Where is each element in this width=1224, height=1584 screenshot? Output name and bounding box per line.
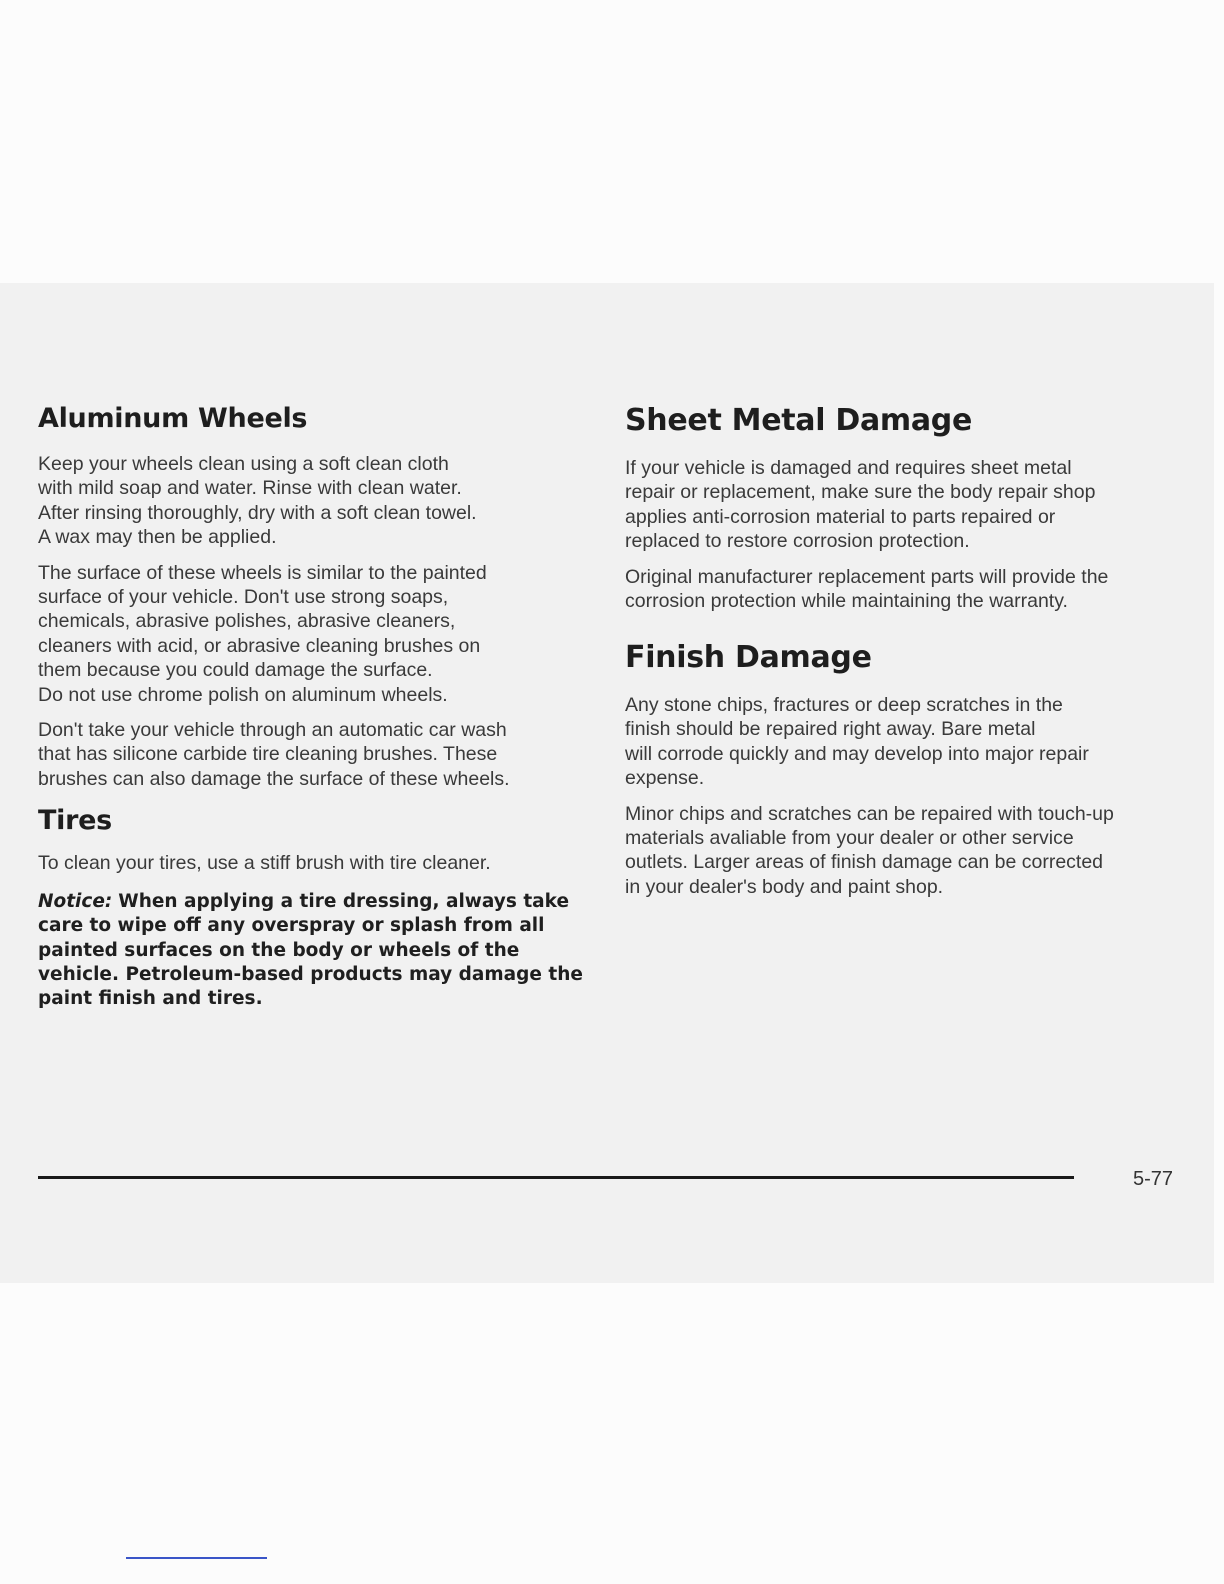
aluminum-wheels-heading: Aluminum Wheels (38, 403, 308, 434)
text-line: If your vehicle is damaged and requires sheet metal (625, 457, 1072, 479)
text-line: To clean your tires, use a stiff brush with tire cleaner. (38, 852, 491, 874)
page-number: 5-77 (1133, 1168, 1174, 1190)
text-line: When applying a tire dressing, always take (118, 891, 569, 912)
text-line: Don't take your vehicle through an automatic car wash (38, 719, 507, 742)
notice-label: Notice: (38, 891, 113, 912)
tires-para-1 (38, 851, 583, 875)
text-line: in your dealer's body and paint shop. (625, 875, 944, 898)
text-line: surface of your vehicle. Don't use strong soaps, (38, 586, 449, 609)
text-line: materials avaliable from your dealer or other service (625, 827, 1074, 850)
underline-mark (126, 1557, 267, 1559)
text-line: A wax may then be applied. (38, 526, 277, 549)
text-line: expense. (625, 767, 705, 790)
text-line: Minor chips and scratches can be repaired with touch-up (625, 802, 1114, 825)
text-line: chemicals, abrasive polishes, abrasive cleaners, (38, 610, 456, 633)
aluminum-wheels-para-3 (38, 718, 583, 791)
scanned-page (0, 283, 1214, 1283)
aluminum-wheels-para-2 (38, 561, 583, 707)
text-line: applies anti-corrosion material to parts repaired or (625, 505, 1056, 528)
text-line: finish should be repaired right away. Bare metal (625, 718, 1036, 741)
text-line: Do not use chrome polish on aluminum wheels. (38, 683, 448, 706)
text-line: paint finish and tires. (38, 988, 263, 1010)
text-line: Original manufacturer replacement parts will provide the (625, 565, 1109, 588)
tires-body (38, 851, 583, 875)
sheet-metal-damage-body (625, 456, 1185, 613)
finish-damage-para-2 (625, 802, 1185, 900)
text-line: Keep your wheels clean using a soft clean cloth (38, 453, 449, 475)
text-line: vehicle. Petroleum-based products may damage the (38, 963, 583, 985)
finish-damage-para-1 (625, 693, 1185, 791)
text-line: them because you could damage the surface. (38, 659, 433, 682)
aluminum-wheels-body (38, 452, 583, 791)
finish-damage-heading: Finish Damage (625, 640, 872, 675)
text-line: The surface of these wheels is similar to the painted (38, 561, 487, 584)
notice-text (38, 891, 583, 1009)
notice-block (38, 890, 583, 1011)
text-line: Any stone chips, fractures or deep scratches in the (625, 694, 1063, 716)
text-line: repair or replacement, make sure the body repair shop (625, 481, 1096, 504)
text-line: care to wipe off any overspray or splash from all (38, 915, 545, 937)
footer-rule (38, 1176, 1074, 1179)
sheet-metal-para-1 (625, 456, 1185, 554)
sheet-metal-damage-heading: Sheet Metal Damage (625, 403, 973, 438)
text-line: replaced to restore corrosion protection. (625, 530, 970, 553)
text-line: cleaners with acid, or abrasive cleaning brushes on (38, 634, 481, 657)
text-line: After rinsing thoroughly, dry with a soft clean towel. (38, 501, 477, 524)
text-line: with mild soap and water. Rinse with clean water. (38, 477, 462, 500)
aluminum-wheels-para-1 (38, 452, 583, 550)
finish-damage-body (625, 693, 1185, 899)
text-line: will corrode quickly and may develop into major repair (625, 742, 1089, 765)
sheet-metal-para-2 (625, 565, 1185, 614)
text-line: outlets. Larger areas of finish damage can be corrected (625, 851, 1104, 874)
text-line: brushes can also damage the surface of these wheels. (38, 767, 510, 790)
text-line: corrosion protection while maintaining the warranty. (625, 590, 1068, 613)
tires-heading: Tires (38, 805, 112, 836)
text-line: that has silicone carbide tire cleaning brushes. These (38, 743, 498, 766)
text-line: painted surfaces on the body or wheels of the (38, 939, 520, 961)
